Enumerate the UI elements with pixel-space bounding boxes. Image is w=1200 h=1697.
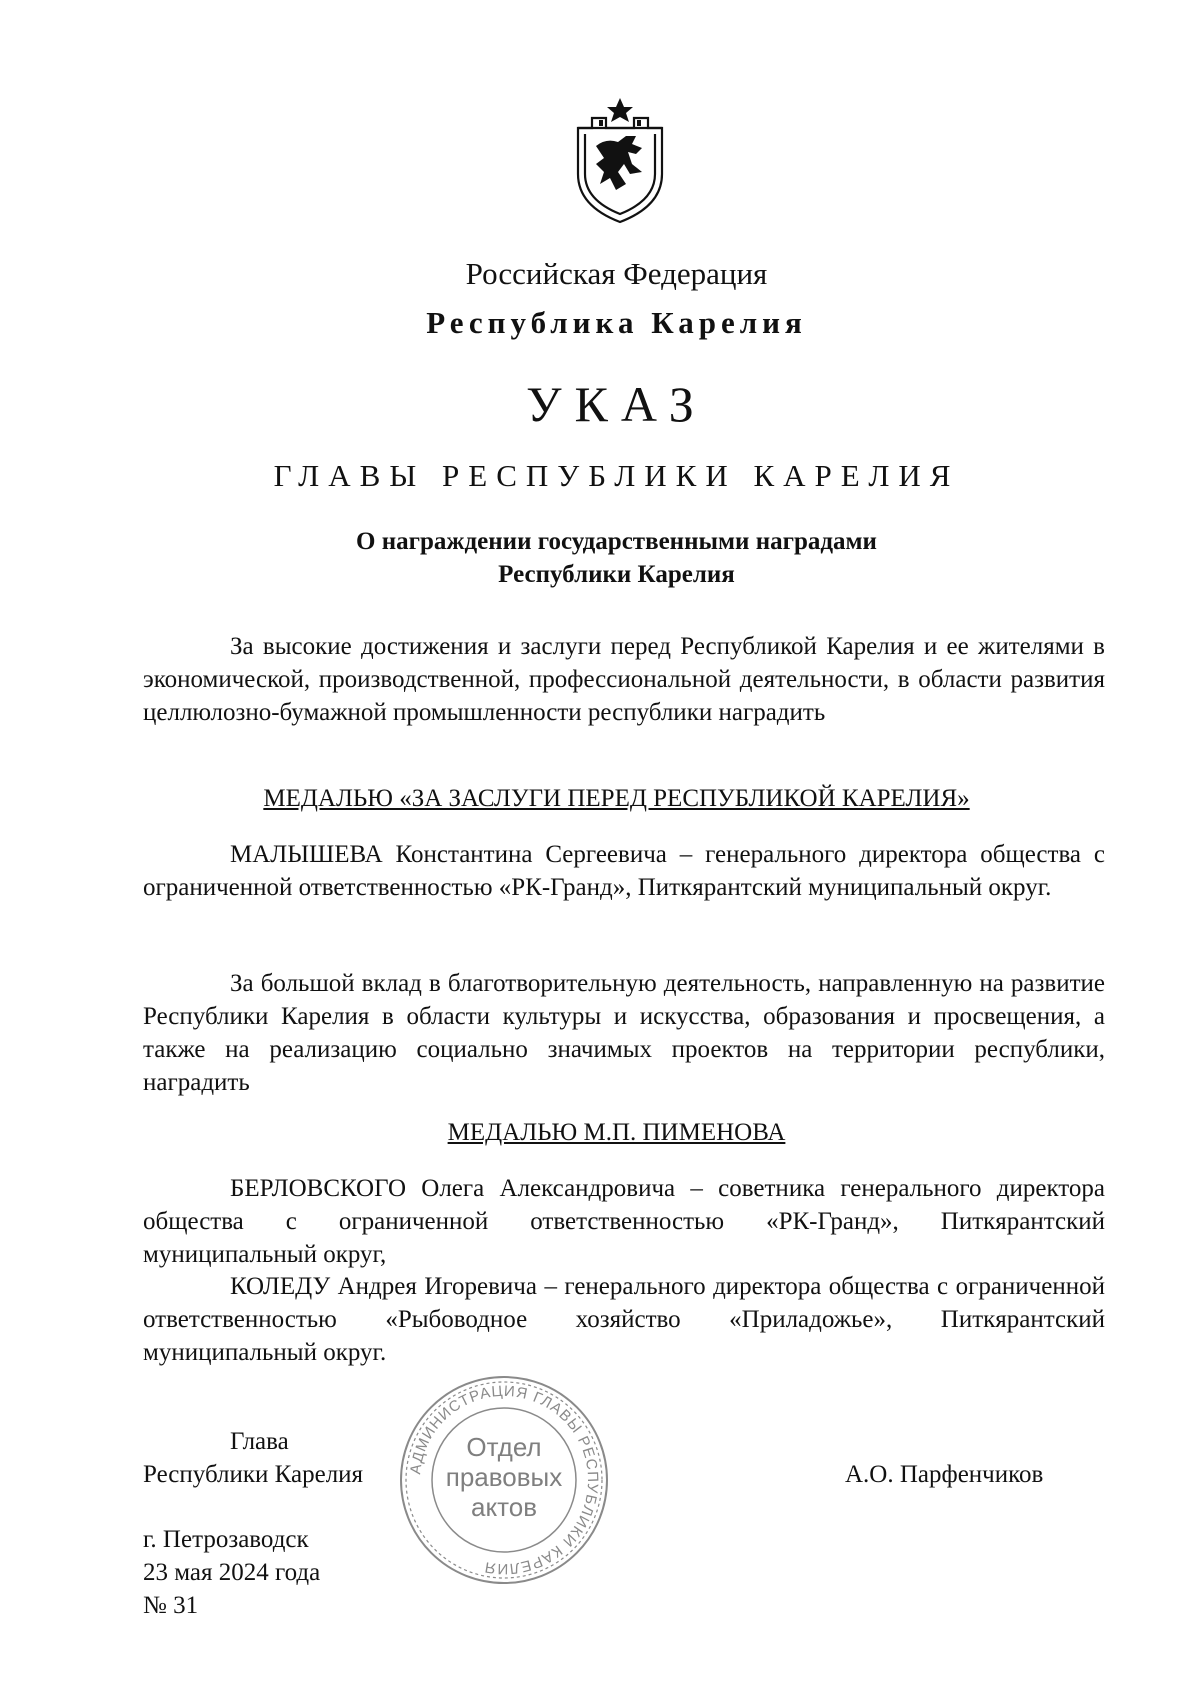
paragraph-4-text: БЕРЛОВСКОГО Олега Александровича – советника генерального директора общества с ограниченной ответственностью «РК-Гранд», Питкярантский муниципальный округ, xyxy=(143,1175,1105,1268)
stamp-line-1: Отдел xyxy=(466,1432,542,1462)
document-issuer: ГЛАВЫ РЕСПУБЛИКИ КАРЕЛИЯ xyxy=(273,458,960,493)
paragraph-2-text: МАЛЫШЕВА Константина Сергеевича – генерального директора общества с ограниченной ответственностью «РК-Гранд», Питкярантский муниципальный округ. xyxy=(143,841,1105,901)
title-line-1: О награждении государственными наградами xyxy=(356,528,877,555)
coat-of-arms-emblem xyxy=(570,98,670,224)
signatory-title-line-1: Глава xyxy=(230,1428,289,1455)
republic-name: Республика Карелия xyxy=(426,305,807,340)
award-heading-1: МЕДАЛЬЮ «ЗА ЗАСЛУГИ ПЕРЕД РЕСПУБЛИКОЙ КАРЕЛИЯ» xyxy=(263,785,970,812)
signatory-name: А.О. Парфенчиков xyxy=(845,1461,1044,1488)
issue-city: г. Петрозаводск xyxy=(143,1526,309,1553)
document-footer xyxy=(143,1523,320,1622)
document-type: УКАЗ xyxy=(526,376,707,432)
title-line-2: Республики Карелия xyxy=(498,561,735,588)
signatory-title-line-2: Республики Карелия xyxy=(143,1461,364,1488)
official-stamp xyxy=(398,1374,610,1586)
stamp-line-2: правовых xyxy=(445,1462,563,1492)
paragraph-2 xyxy=(143,838,1105,904)
paragraph-1-text: За высокие достижения и заслуги перед Республикой Карелия и ее жителями в экономической, производственной, профессиональной деятельности, в области развития целлюлозно-бумажной промышленности республики наградить xyxy=(143,633,1105,726)
stamp-ring-text: АДМИНИСТРАЦИЯ ГЛАВЫ РЕСПУБЛИКИ КАРЕЛИЯ xyxy=(407,1382,602,1578)
issue-date: 23 мая 2024 года xyxy=(143,1559,321,1586)
country-name: Российская Федерация xyxy=(465,256,768,291)
paragraph-3-text: За большой вклад в благотворительную деятельность, направленную на развитие Республики Карелия в области культуры и искусства, образования и просвещения, а также на реализацию социально значимых проектов на территории республики, наградить xyxy=(143,970,1105,1096)
paragraph-3 xyxy=(143,967,1105,1099)
award-heading-2: МЕДАЛЬЮ М.П. ПИМЕНОВА xyxy=(447,1119,786,1146)
stamp-line-3: актов xyxy=(470,1492,538,1522)
paragraph-5-text: КОЛЕДУ Андрея Игоревича – генерального директора общества с ограниченной ответственностью «Рыбоводное хозяйство «Приладожье», Питкярантский муниципальный округ. xyxy=(143,1273,1105,1366)
document-title xyxy=(0,525,1200,591)
paragraph-4 xyxy=(143,1172,1105,1271)
paragraph-5 xyxy=(143,1270,1105,1369)
document-number: № 31 xyxy=(143,1592,199,1619)
paragraph-1 xyxy=(143,630,1105,729)
